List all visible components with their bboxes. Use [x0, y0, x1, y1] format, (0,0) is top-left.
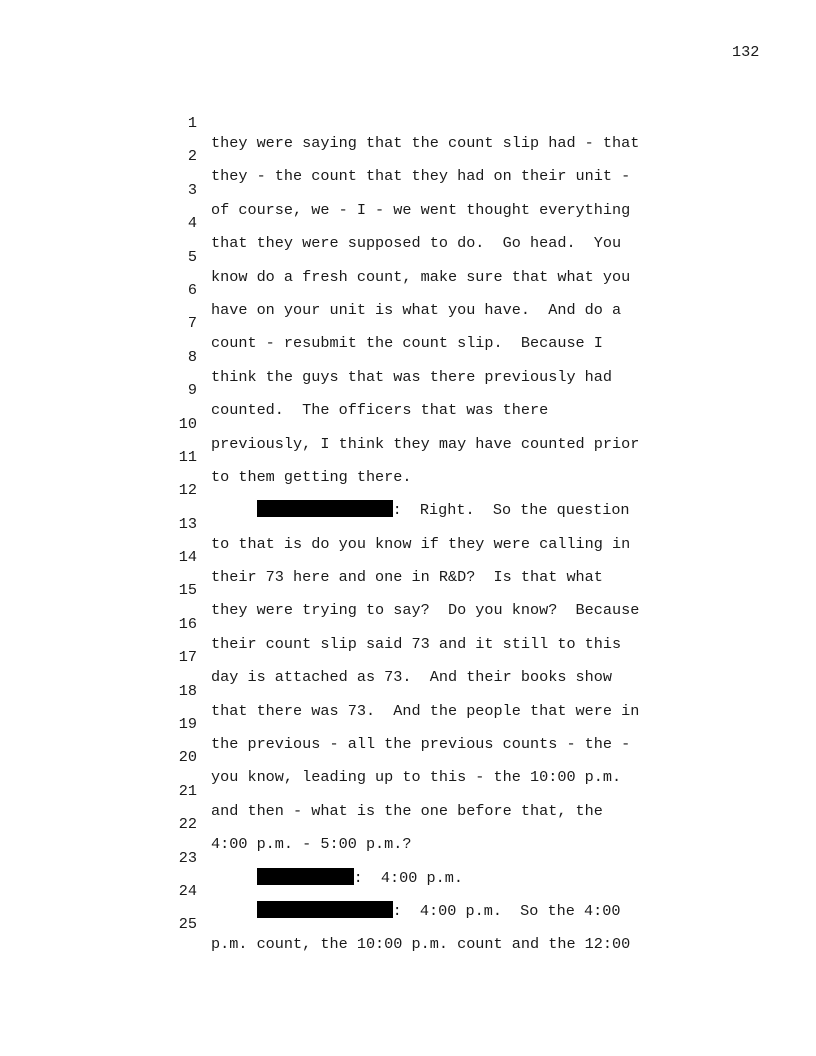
- transcript-line: [170, 126, 690, 186]
- line-number: 10: [178, 414, 197, 433]
- line-number: 8: [187, 347, 197, 366]
- line-number: 7: [187, 314, 197, 333]
- line-number: 6: [187, 280, 197, 299]
- line-number: 1: [187, 114, 197, 132]
- line-number: 3: [187, 180, 197, 199]
- line-text: day is attached as 73. And their books show: [211, 668, 613, 687]
- line-text: previously, I think they may have counted prior: [211, 434, 640, 453]
- line-number: 5: [187, 247, 197, 266]
- line-text: count - resubmit the count slip. Because I: [211, 334, 603, 353]
- line-number: 21: [178, 781, 197, 800]
- line-text: you know, leading up to this - the 10:00 p.m.: [211, 768, 622, 787]
- line-text: think the guys that was there previously had: [211, 367, 613, 386]
- speaker-text: : Right. So the question: [392, 501, 630, 520]
- line-text: the previous - all the previous counts - the -: [211, 735, 631, 754]
- line-number: 2: [187, 147, 197, 166]
- transcript-line: [170, 327, 690, 386]
- line-text: they were saying that the count slip had - that: [211, 134, 640, 152]
- line-number: 14: [178, 548, 197, 567]
- transcript-line: [170, 427, 690, 486]
- transcript-line: [170, 227, 690, 286]
- line-number: 4: [187, 214, 197, 233]
- speaker-text: : 4:00 p.m.: [353, 868, 463, 887]
- line-number: 20: [178, 748, 197, 767]
- transcript-line: [170, 794, 690, 854]
- transcript-line: [170, 260, 690, 319]
- line-number: 25: [178, 915, 197, 934]
- transcript-line: [170, 460, 690, 520]
- transcript-line: [170, 193, 690, 253]
- line-text: counted. The officers that was there: [211, 401, 549, 420]
- transcript-body: [170, 93, 690, 954]
- line-text: they were trying to say? Do you know? Because: [211, 601, 640, 620]
- line-number: 23: [178, 848, 197, 867]
- line-text: 4:00 p.m. - 5:00 p.m.?: [211, 835, 412, 854]
- transcript-line: [170, 661, 690, 720]
- line-text: their count slip said 73 and it still to this: [211, 634, 622, 653]
- transcript-line: [170, 160, 690, 219]
- transcript-line: [170, 828, 690, 887]
- line-number: 16: [178, 614, 197, 633]
- line-number: 24: [178, 881, 197, 900]
- line-number: 9: [187, 381, 197, 400]
- line-number: 17: [178, 648, 197, 667]
- line-text: of course, we - I - we went thought everything: [211, 200, 631, 219]
- line-text: that they were supposed to do. Go head. You: [211, 234, 622, 253]
- line-number: 19: [178, 715, 197, 734]
- line-text: to them getting there.: [211, 467, 412, 486]
- line-number: 18: [178, 681, 197, 700]
- line-text: they - the count that they had on their unit -: [211, 167, 631, 186]
- page-number: 132: [732, 43, 760, 61]
- transcript-line: [170, 494, 690, 553]
- transcript-line: [170, 761, 690, 820]
- line-text: that there was 73. And the people that were in: [211, 701, 640, 720]
- transcript-line: [170, 360, 690, 420]
- transcript-line: [170, 727, 690, 787]
- line-number: 12: [178, 481, 197, 500]
- line-text: have on your unit is what you have. And do a: [211, 300, 622, 319]
- transcript-line: [170, 694, 690, 754]
- line-text: their 73 here and one in R&D? Is that what: [211, 568, 603, 587]
- transcript-line: [170, 861, 690, 920]
- transcript-line: [170, 527, 690, 587]
- transcript-line: [170, 394, 690, 453]
- line-text: know do a fresh count, make sure that what you: [211, 267, 631, 286]
- transcript-line: [170, 894, 690, 954]
- transcript-line: [170, 93, 690, 152]
- line-text: to that is do you know if they were calling in: [211, 534, 631, 553]
- line-text: p.m. count, the 10:00 p.m. count and the 12:00: [211, 935, 631, 954]
- line-number: 15: [178, 581, 197, 600]
- line-number: 11: [178, 447, 197, 466]
- transcript-line: [170, 293, 690, 353]
- line-number: 13: [178, 514, 197, 533]
- line-text: and then - what is the one before that, the: [211, 801, 603, 820]
- transcript-line: [170, 560, 690, 620]
- speaker-text: : 4:00 p.m. So the 4:00: [392, 901, 621, 920]
- transcript-line: [170, 627, 690, 687]
- transcript-line: [170, 594, 690, 653]
- line-number: 22: [178, 815, 197, 834]
